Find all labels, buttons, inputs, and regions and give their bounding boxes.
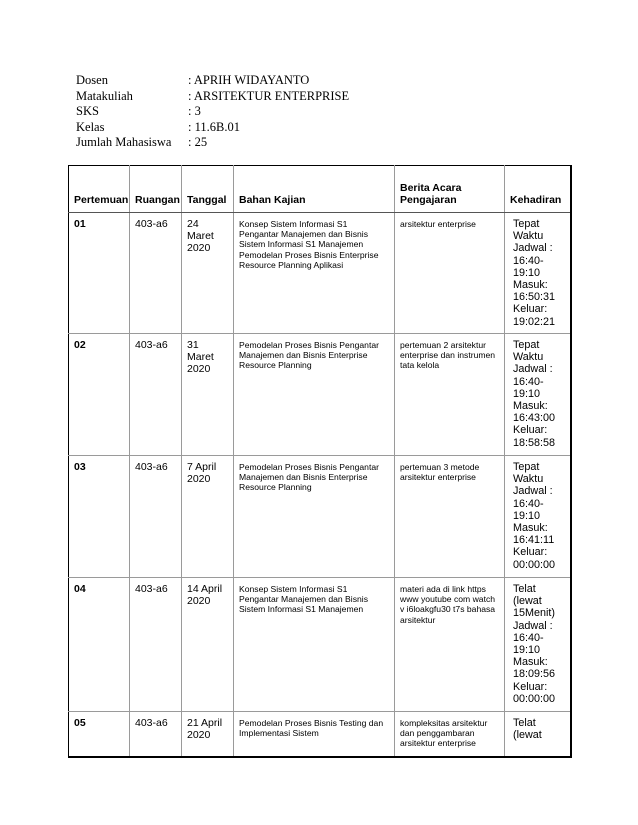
cell-ruangan: 403-a6 — [130, 578, 182, 712]
cell-tanggal-text: 7 April 2020 — [187, 461, 217, 485]
cell-berita-acara: pertemuan 2 arsitektur enterprise dan instrumen tata kelola — [395, 334, 505, 456]
info-label: Jumlah Mahasiswa — [76, 135, 172, 149]
cell-bahan-kajian: Pemodelan Proses Bisnis Pengantar Manajemen dan Bisnis Enterprise Resource Planning — [234, 456, 395, 578]
col-header-berita-acara-text: Berita Acara Pengajaran — [400, 182, 462, 206]
cell-pertemuan: 01 — [69, 213, 130, 334]
cell-bahan-kajian: Pemodelan Proses Bisnis Pengantar Manajemen dan Bisnis Enterprise Resource Planning — [234, 334, 395, 456]
cell-tanggal-text: 31 Maret 2020 — [187, 339, 214, 375]
info-label: Dosen — [76, 73, 108, 87]
cell-tanggal-text: 21 April 2020 — [187, 717, 223, 741]
cell-ruangan: 403-a6 — [130, 213, 182, 334]
cell-bahan-kajian: Konsep Sistem Informasi S1 Pengantar Manajemen dan Bisnis Sistem Informasi S1 Manajemen Pemodelan Proses Bisnis Enterprise Resource Planning Aplikasi — [234, 213, 395, 334]
cell-ruangan: 403-a6 — [130, 334, 182, 456]
course-info — [76, 73, 349, 151]
info-value: : 25 — [188, 135, 208, 149]
cell-berita-acara: kompleksitas arsitektur dan penggambaran arsitektur enterprise — [395, 712, 505, 758]
info-row-kelas — [76, 120, 349, 136]
cell-ruangan: 403-a6 — [130, 712, 182, 758]
cell-tanggal-text: 24 Maret 2020 — [187, 218, 214, 254]
info-label: SKS — [76, 104, 99, 118]
cell-berita-acara: materi ada di link https www youtube com watch v i6loakgfu30 t7s bahasa arsitektur — [395, 578, 505, 712]
cell-kehadiran — [505, 334, 571, 456]
table-row — [69, 578, 571, 712]
info-row-matakuliah — [76, 89, 349, 105]
cell-kehadiran — [505, 213, 571, 334]
cell-tanggal-text: 14 April 2020 — [187, 583, 223, 607]
cell-kehadiran — [505, 578, 571, 712]
cell-tanggal — [182, 213, 234, 334]
col-header-tanggal: Tanggal — [182, 166, 234, 213]
cell-bahan-kajian: Konsep Sistem Informasi S1 Pengantar Manajemen dan Bisnis Sistem Informasi S1 Manajemen — [234, 578, 395, 712]
cell-ruangan: 403-a6 — [130, 456, 182, 578]
cell-pertemuan: 05 — [74, 717, 86, 729]
cell-kehadiran-text: Telat (lewat 15Menit) Jadwal : 16:40- 19:10 Masuk: 18:09:56 Keluar: 00:00:00 — [513, 583, 556, 705]
table-row — [69, 334, 571, 456]
cell-pertemuan: 03 — [69, 456, 130, 578]
cell-kehadiran — [505, 712, 571, 758]
table-row — [69, 712, 571, 758]
info-row-jumlah-mahasiswa — [76, 135, 349, 151]
table-row — [69, 213, 571, 334]
cell-pertemuan: 04 — [69, 578, 130, 712]
cell-tanggal — [182, 578, 234, 712]
cell-kehadiran-text: Telat (lewat — [513, 717, 542, 742]
cell-kehadiran-text: Tepat Waktu Jadwal : 16:40- 19:10 Masuk: 16:41:11 Keluar: 00:00:00 — [513, 461, 556, 571]
info-value: : APRIH WIDAYANTO — [188, 73, 310, 87]
cell-kehadiran — [505, 456, 571, 578]
cell-pertemuan: 02 — [69, 334, 130, 456]
cell-berita-acara: pertemuan 3 metode arsitektur enterprise — [395, 456, 505, 578]
info-label: Kelas — [76, 119, 105, 134]
attendance-table — [68, 165, 572, 758]
cell-tanggal — [182, 712, 234, 758]
info-row-dosen — [76, 73, 349, 89]
info-label: Matakuliah — [76, 88, 133, 103]
col-header-pertemuan: Pertemuan — [69, 166, 130, 213]
info-value: : 11.6B.01 — [188, 119, 240, 134]
cell-kehadiran-text: Tepat Waktu Jadwal : 16:40- 19:10 Masuk: 16:43:00 Keluar: 18:58:58 — [513, 339, 556, 449]
info-value: : ARSITEKTUR ENTERPRISE — [188, 88, 350, 103]
cell-bahan-kajian: Pemodelan Proses Bisnis Testing dan Implementasi Sistem — [234, 712, 395, 758]
cell-berita-acara: arsitektur enterprise — [395, 213, 505, 334]
cell-tanggal — [182, 334, 234, 456]
cell-kehadiran-text: Tepat Waktu Jadwal : 16:40- 19:10 Masuk: 16:50:31 Keluar: 19:02:21 — [513, 218, 556, 328]
info-row-sks — [76, 104, 349, 120]
info-value: : 3 — [188, 104, 201, 118]
col-header-kehadiran: Kehadiran — [505, 166, 571, 213]
table-row — [69, 456, 571, 578]
cell-tanggal — [182, 456, 234, 578]
table-header-row — [69, 166, 571, 213]
col-header-bahan-kajian: Bahan Kajian — [234, 166, 395, 213]
col-header-berita-acara — [395, 166, 505, 213]
col-header-ruangan: Ruangan — [130, 166, 182, 213]
